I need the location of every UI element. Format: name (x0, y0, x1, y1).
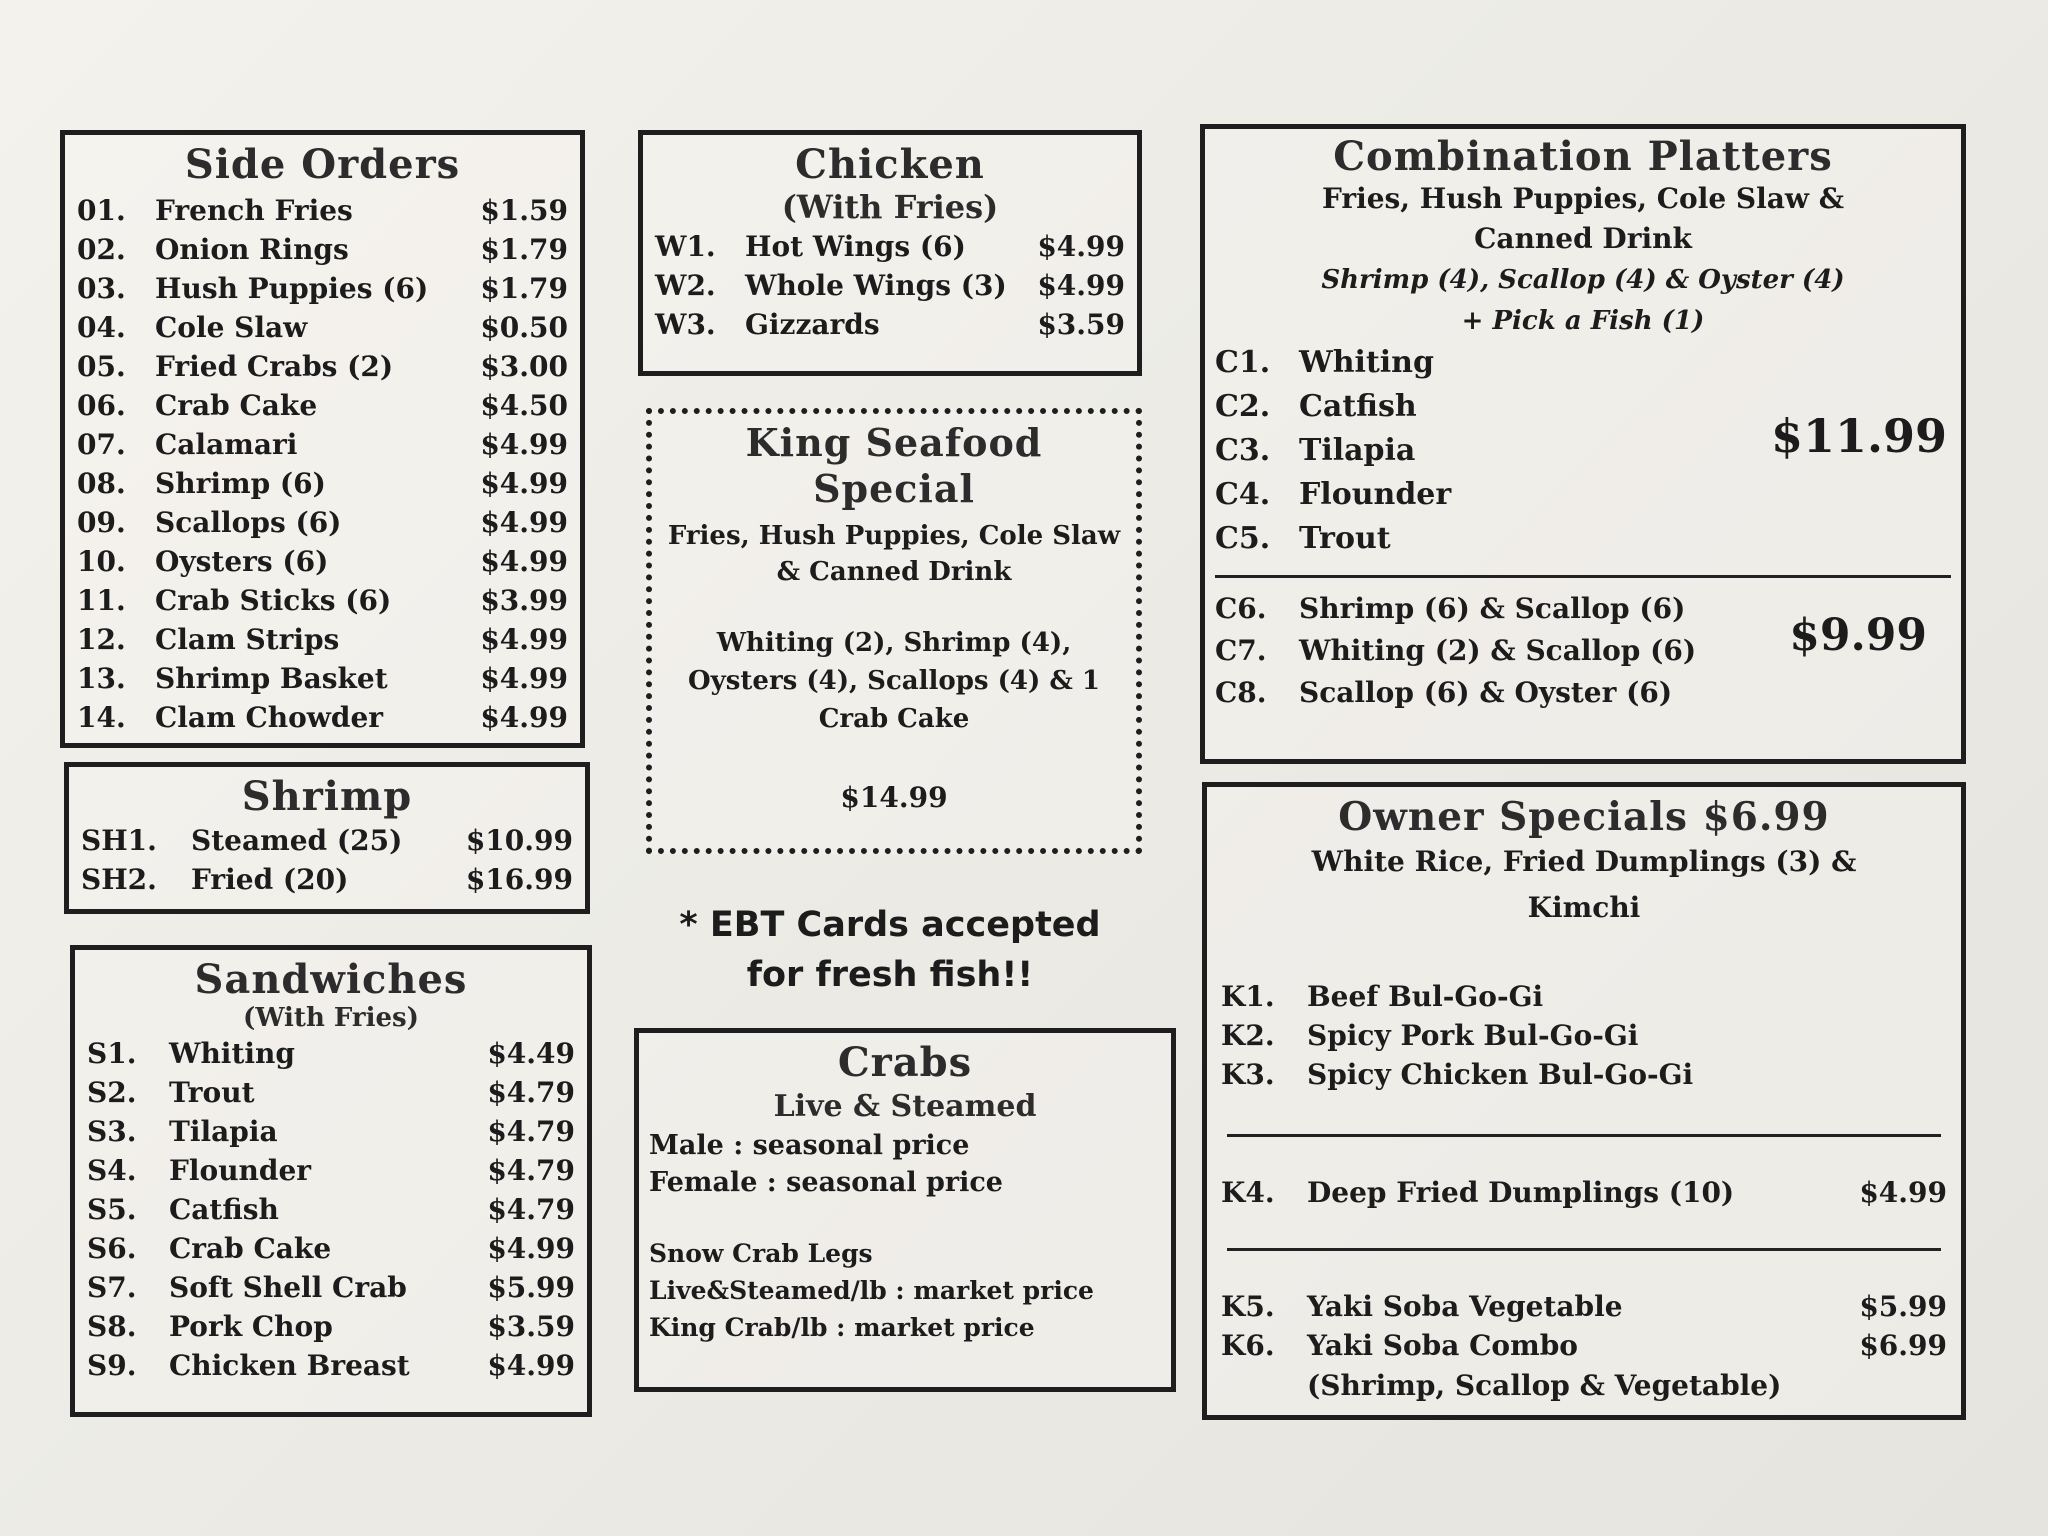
crabs-subtitle: Live & Steamed (773, 1089, 1037, 1124)
item-code: SH2. (81, 863, 157, 896)
item-name: Tilapia (169, 1115, 278, 1148)
item-code: 10. (77, 545, 126, 578)
item-price: $5.99 (487, 1271, 575, 1304)
menu-item (655, 305, 1125, 344)
menu-item (1221, 1287, 1947, 1326)
combo-group-2 (1215, 588, 1951, 714)
menu-item (77, 230, 568, 269)
shrimp-panel (64, 762, 590, 914)
item-code: 03. (77, 272, 126, 305)
item-name: Hot Wings (6) (745, 230, 966, 263)
side-orders-panel (60, 130, 585, 748)
item-name: Chicken Breast (169, 1349, 410, 1382)
item-code: K5. (1221, 1290, 1275, 1323)
menu-item (77, 269, 568, 308)
item-name: Spicy Pork Bul-Go-Gi (1307, 1019, 1639, 1052)
menu-item (1221, 1326, 1947, 1365)
item-name: Soft Shell Crab (169, 1271, 407, 1304)
menu-item (77, 464, 568, 503)
item-name: Yaki Soba Vegetable (1307, 1290, 1623, 1323)
item-code: C1. (1215, 345, 1271, 380)
item-price: $3.99 (480, 584, 568, 617)
king-special-panel (646, 408, 1142, 854)
item-name: Shrimp (6) & Scallop (6) (1299, 592, 1686, 625)
item-code: C2. (1215, 389, 1271, 424)
menu-item (655, 227, 1125, 266)
king-special-title-line1: King Seafood (745, 420, 1043, 465)
king-crab-price: King Crab/lb : market price (649, 1313, 1035, 1342)
menu-item (87, 1112, 575, 1151)
owner-specials-list (1221, 977, 1947, 1094)
item-name: Yaki Soba Combo (1307, 1329, 1578, 1362)
combo-description: Fries, Hush Puppies, Cole Slaw & Canned Drink (1321, 182, 1845, 255)
item-price: $6.99 (1859, 1329, 1947, 1362)
item-price: $4.99 (487, 1232, 575, 1265)
item-name: Gizzards (745, 308, 880, 341)
menu-item (77, 503, 568, 542)
menu-item (87, 1346, 575, 1385)
menu-item (1221, 977, 1947, 1016)
item-code: S7. (87, 1271, 137, 1304)
item-code: 07. (77, 428, 126, 461)
menu-item (1215, 672, 1951, 714)
item-code: S5. (87, 1193, 137, 1226)
item-code: 04. (77, 311, 126, 344)
item-name: Steamed (25) (191, 824, 403, 857)
item-name: Crab Sticks (6) (155, 584, 392, 617)
item-price: $4.99 (480, 545, 568, 578)
item-name: Whiting (169, 1037, 295, 1070)
item-price: $4.99 (1037, 230, 1125, 263)
chicken-title: Chicken (795, 141, 985, 188)
item-name: Calamari (155, 428, 298, 461)
shrimp-title: Shrimp (241, 773, 413, 820)
sandwiches-title: Sandwiches (194, 956, 468, 1003)
item-name: Cole Slaw (155, 311, 308, 344)
item-name: Whiting (1299, 345, 1434, 380)
item-name: Deep Fried Dumplings (10) (1307, 1176, 1735, 1209)
side-orders-list (77, 191, 568, 737)
item-name: Catfish (1299, 389, 1417, 424)
item-name: Tilapia (1299, 433, 1416, 468)
item-name: Scallop (6) & Oyster (6) (1299, 676, 1673, 709)
item-name: Clam Strips (155, 623, 340, 656)
item-name: Fried Crabs (2) (155, 350, 394, 383)
combo-seafood: Shrimp (4), Scallop (4) & Oyster (4) (1321, 265, 1845, 295)
sandwiches-panel (70, 945, 592, 1417)
snow-crab-heading: Snow Crab Legs (649, 1239, 873, 1268)
item-code: C7. (1215, 634, 1267, 667)
combination-platters-panel (1200, 124, 1966, 764)
item-price: $4.99 (480, 428, 568, 461)
menu-item (87, 1268, 575, 1307)
item-price: $4.99 (487, 1349, 575, 1382)
divider (1215, 575, 1951, 578)
item-name: Crab Cake (155, 389, 318, 422)
crab-male-price: Male : seasonal price (649, 1130, 970, 1161)
owner-specials-panel (1202, 782, 1966, 1420)
item-price: $3.59 (487, 1310, 575, 1343)
item-code: 05. (77, 350, 126, 383)
crabs-title: Crabs (837, 1039, 973, 1086)
item-name: Trout (169, 1076, 255, 1109)
combo-title: Combination Platters (1333, 133, 1833, 180)
item-code: 02. (77, 233, 126, 266)
menu-item (77, 308, 568, 347)
item-code: 08. (77, 467, 126, 500)
item-price: $1.59 (480, 194, 568, 227)
menu-item (87, 1073, 575, 1112)
divider (1227, 1248, 1941, 1251)
menu-item (655, 266, 1125, 305)
item-name: Clam Chowder (155, 701, 384, 734)
item-code: K6. (1221, 1329, 1275, 1362)
item-name: Pork Chop (169, 1310, 333, 1343)
item-price: $5.99 (1859, 1290, 1947, 1323)
item-code: W2. (655, 269, 716, 302)
menu-item (1221, 1173, 1947, 1212)
menu-item (77, 620, 568, 659)
item-price: $4.99 (480, 662, 568, 695)
item-code: S4. (87, 1154, 137, 1187)
item-code: C5. (1215, 521, 1271, 556)
combo-group-2-price: $9.99 (1789, 610, 1927, 661)
item-code: W1. (655, 230, 716, 263)
item-code: 12. (77, 623, 126, 656)
menu-item (87, 1034, 575, 1073)
sandwiches-subtitle: (With Fries) (243, 1003, 419, 1033)
menu-item (77, 347, 568, 386)
menu-item (81, 821, 573, 860)
item-price: $3.00 (480, 350, 568, 383)
menu-item (87, 1190, 575, 1229)
item-name: Flounder (1299, 477, 1452, 512)
item-price: $4.99 (480, 467, 568, 500)
item-price: $4.79 (487, 1154, 575, 1187)
item-price: $4.99 (480, 506, 568, 539)
king-special-contents: Whiting (2), Shrimp (4), Oysters (4), Scallops (4) & 1 Crab Cake (688, 628, 1100, 734)
yaki-soba-combo-note: (Shrimp, Scallop & Vegetable) (1307, 1369, 1782, 1402)
item-price: $3.59 (1037, 308, 1125, 341)
item-code: S8. (87, 1310, 137, 1343)
item-name: Spicy Chicken Bul-Go-Gi (1307, 1058, 1694, 1091)
ebt-note (630, 900, 1150, 1000)
snow-crab-live-steamed: Live&Steamed/lb : market price (649, 1276, 1094, 1305)
menu-item (77, 191, 568, 230)
item-name: Crab Cake (169, 1232, 332, 1265)
item-name: Fried (20) (191, 863, 349, 896)
item-code: S3. (87, 1115, 137, 1148)
ebt-note-line2: for fresh fish!! (746, 955, 1034, 995)
item-code: C6. (1215, 592, 1267, 625)
item-code: K3. (1221, 1058, 1275, 1091)
item-code: C4. (1215, 477, 1271, 512)
item-price: $1.79 (480, 233, 568, 266)
menu-item (77, 659, 568, 698)
item-name: Whiting (2) & Scallop (6) (1299, 634, 1697, 667)
item-code: S9. (87, 1349, 137, 1382)
item-code: S2. (87, 1076, 137, 1109)
item-name: Shrimp (6) (155, 467, 326, 500)
menu-item (1221, 1055, 1947, 1094)
item-price: $10.99 (465, 824, 573, 857)
item-name: Scallops (6) (155, 506, 342, 539)
item-price: $4.49 (487, 1037, 575, 1070)
crabs-panel (634, 1028, 1176, 1392)
ebt-note-line1: * EBT Cards accepted (679, 905, 1101, 945)
king-special-description: Fries, Hush Puppies, Cole Slaw & Canned Drink (667, 521, 1121, 587)
menu-item (77, 386, 568, 425)
item-code: 14. (77, 701, 126, 734)
king-special-title-line2: Special (813, 466, 975, 511)
item-price: $16.99 (465, 863, 573, 896)
menu-item (81, 860, 573, 899)
item-code: W3. (655, 308, 716, 341)
menu-item (77, 698, 568, 737)
menu-item (77, 425, 568, 464)
owner-specials-title: Owner Specials $6.99 (1338, 794, 1830, 840)
item-code: SH1. (81, 824, 157, 857)
item-name: Flounder (169, 1154, 312, 1187)
item-price: $1.79 (480, 272, 568, 305)
menu-item (87, 1307, 575, 1346)
menu-item (77, 581, 568, 620)
item-name: Shrimp Basket (155, 662, 388, 695)
item-price: $4.79 (487, 1193, 575, 1226)
item-code: K1. (1221, 980, 1275, 1013)
item-price: $4.99 (480, 623, 568, 656)
item-name: French Fries (155, 194, 353, 227)
item-name: Onion Rings (155, 233, 349, 266)
item-code: S1. (87, 1037, 137, 1070)
menu-item (1215, 517, 1951, 561)
item-code: S6. (87, 1232, 137, 1265)
item-name: Oysters (6) (155, 545, 329, 578)
menu-item (77, 542, 568, 581)
menu-item (87, 1229, 575, 1268)
item-price: $4.99 (1037, 269, 1125, 302)
menu-item (1221, 1016, 1947, 1055)
item-code: 11. (77, 584, 126, 617)
item-name: Hush Puppies (6) (155, 272, 429, 305)
item-code: 01. (77, 194, 126, 227)
item-name: Beef Bul-Go-Gi (1307, 980, 1544, 1013)
king-special-price: $14.99 (840, 781, 948, 814)
combo-group-1-price: $11.99 (1770, 409, 1947, 463)
side-orders-title: Side Orders (184, 141, 461, 188)
item-code: 06. (77, 389, 126, 422)
item-name: Whole Wings (3) (745, 269, 1007, 302)
item-code: 13. (77, 662, 126, 695)
crab-female-price: Female : seasonal price (649, 1167, 1003, 1198)
menu-item (1215, 473, 1951, 517)
item-name: Trout (1299, 521, 1391, 556)
item-code: 09. (77, 506, 126, 539)
chicken-panel (638, 130, 1142, 376)
menu-item (87, 1151, 575, 1190)
item-code: C3. (1215, 433, 1271, 468)
combo-pick-fish: + Pick a Fish (1) (1461, 306, 1705, 336)
item-price: $4.99 (480, 701, 568, 734)
combo-group-1 (1215, 341, 1951, 561)
item-price: $4.99 (1859, 1176, 1947, 1209)
divider (1227, 1134, 1941, 1137)
item-price: $4.79 (487, 1076, 575, 1109)
item-code: K2. (1221, 1019, 1275, 1052)
owner-specials-description: White Rice, Fried Dumplings (3) & Kimchi (1311, 845, 1857, 924)
menu-item (1215, 341, 1951, 385)
item-code: C8. (1215, 676, 1267, 709)
item-price: $0.50 (480, 311, 568, 344)
item-code: K4. (1221, 1176, 1275, 1209)
item-price: $4.79 (487, 1115, 575, 1148)
chicken-subtitle: (With Fries) (781, 188, 999, 226)
item-name: Catfish (169, 1193, 279, 1226)
item-price: $4.50 (480, 389, 568, 422)
